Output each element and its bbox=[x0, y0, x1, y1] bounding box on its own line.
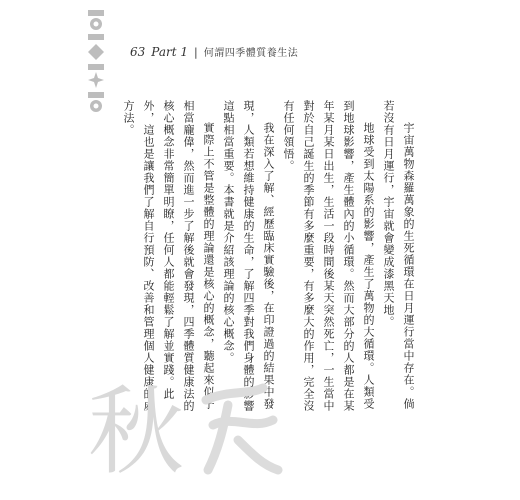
page-number: 63 bbox=[130, 45, 146, 59]
paragraph: 地球受到太陽系的影響，產生了萬物的大循環。人類受到地球影響，產生體內的小循環。然而大部分的人都是在某年某月某日出生，生活一段時間後某天突然死亡，一生當中對於自己誕生的季節有多麼重要，有多麼大的作用，完全沒有任何領悟。 bbox=[282, 100, 375, 412]
body-text bbox=[122, 100, 418, 412]
watermark-glyph: 秋 bbox=[88, 376, 184, 488]
paragraph: 實際上不管是整體的理論還是核心的概念，聽起來似乎相當龐偉，然而進一步了解後就會發現，四季體質健康法的核心概念非常簡單明瞭，任何人都能輕鬆了解並實踐。此外，這也是讓我們了解自行預防、改善和管理個人健康的處方法。 bbox=[122, 100, 215, 412]
part-label: Part 1 bbox=[151, 45, 188, 59]
paragraph: 宇宙萬物森羅萬象的生死循環在日月運行當中存在。倘若沒有日月運行，宇宙就會變成漆黑天地。 bbox=[382, 100, 415, 410]
paragraph: 我在深入了解、經歷臨床實驗後，在印證過的結果中發現，人類若想維持健康的生命，了解四季對我們身體的影響這點相當重要。本書就是介紹該理論的核心概念。 bbox=[222, 100, 275, 412]
running-header bbox=[130, 44, 298, 60]
header-separator: | bbox=[193, 46, 198, 59]
chapter-title: 何謂四季體質養生法 bbox=[203, 48, 299, 59]
decorative-ornament-icon bbox=[86, 10, 106, 114]
